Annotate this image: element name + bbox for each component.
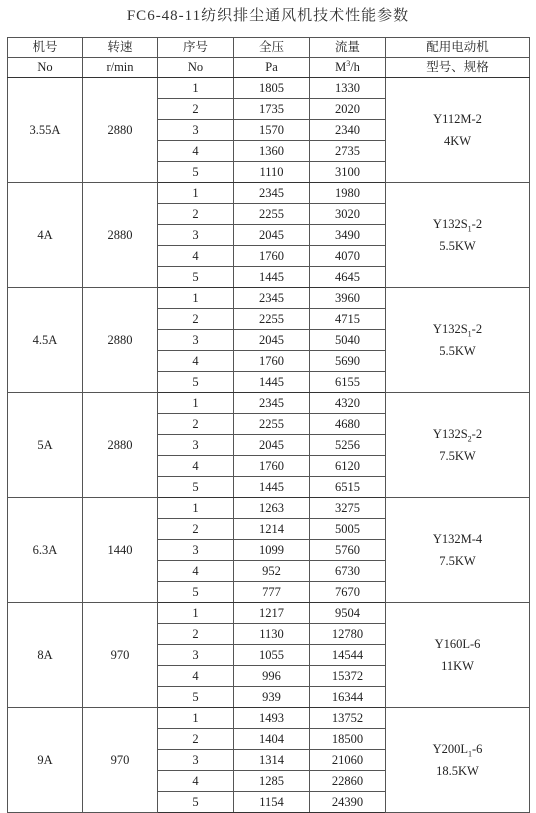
motor-power: 5.5KW (439, 344, 476, 358)
flow-cell: 1980 (310, 183, 386, 204)
flow-cell: 3275 (310, 498, 386, 519)
pressure-cell: 1760 (234, 246, 310, 267)
speed-cell: 2880 (83, 183, 158, 288)
seq-cell: 4 (158, 351, 234, 372)
pressure-cell: 1099 (234, 540, 310, 561)
seq-cell: 2 (158, 414, 234, 435)
motor-model: $Y132S_1-2$ (432, 322, 483, 339)
motor-cell (386, 498, 530, 603)
flow-cell: 5760 (310, 540, 386, 561)
seq-cell: 5 (158, 582, 234, 603)
pressure-cell: 2255 (234, 309, 310, 330)
flow-cell: 2735 (310, 141, 386, 162)
motor-model: $Y132S_2-2$ (432, 427, 483, 444)
model-cell: 4A (8, 183, 83, 288)
flow-cell: 6515 (310, 477, 386, 498)
seq-cell: 3 (158, 120, 234, 141)
seq-cell: 2 (158, 99, 234, 120)
flow-cell: 4645 (310, 267, 386, 288)
seq-cell: 1 (158, 603, 234, 624)
flow-cell: 7670 (310, 582, 386, 603)
table-row (8, 183, 530, 204)
flow-cell: 5005 (310, 519, 386, 540)
table-row (8, 603, 530, 624)
flow-cell: 4680 (310, 414, 386, 435)
flow-cell: 4715 (310, 309, 386, 330)
speed-cell: 2880 (83, 78, 158, 183)
pressure-cell: 2345 (234, 393, 310, 414)
motor-model: Y132M-4 (432, 532, 483, 546)
pressure-cell: 1760 (234, 351, 310, 372)
flow-cell: 14544 (310, 645, 386, 666)
table-row (8, 393, 530, 414)
seq-cell: 2 (158, 204, 234, 225)
motor-model: Y112M-2 (433, 112, 482, 126)
pressure-cell: 2045 (234, 225, 310, 246)
flow-cell: 2340 (310, 120, 386, 141)
pressure-cell: 1055 (234, 645, 310, 666)
pressure-cell: 996 (234, 666, 310, 687)
seq-cell: 1 (158, 498, 234, 519)
seq-cell: 2 (158, 729, 234, 750)
header-pressure-unit: Pa (234, 58, 310, 78)
seq-cell: 3 (158, 225, 234, 246)
flow-cell: 13752 (310, 708, 386, 729)
pressure-cell: 1314 (234, 750, 310, 771)
motor-power: 18.5KW (436, 764, 479, 778)
pressure-cell: 2045 (234, 330, 310, 351)
flow-cell: 4070 (310, 246, 386, 267)
header-model: 机号 (8, 38, 83, 58)
flow-cell: 22860 (310, 771, 386, 792)
seq-cell: 5 (158, 372, 234, 393)
motor-cell (386, 78, 530, 183)
flow-cell: 5690 (310, 351, 386, 372)
motor-cell (386, 603, 530, 708)
header-model-unit: No (8, 58, 83, 78)
seq-cell: 5 (158, 267, 234, 288)
seq-cell: 5 (158, 792, 234, 813)
flow-cell: 3960 (310, 288, 386, 309)
model-cell: 8A (8, 603, 83, 708)
seq-cell: 4 (158, 141, 234, 162)
flow-cell: 16344 (310, 687, 386, 708)
model-cell: 4.5A (8, 288, 83, 393)
pressure-cell: 1445 (234, 267, 310, 288)
header-seq-unit: No (158, 58, 234, 78)
seq-cell: 4 (158, 666, 234, 687)
flow-cell: 5040 (310, 330, 386, 351)
flow-cell: 3490 (310, 225, 386, 246)
pressure-cell: 1493 (234, 708, 310, 729)
motor-power: 7.5KW (439, 449, 476, 463)
motor-power: 7.5KW (439, 554, 476, 568)
seq-cell: 3 (158, 540, 234, 561)
flow-cell: 5256 (310, 435, 386, 456)
flow-cell: 3100 (310, 162, 386, 183)
pressure-cell: 1760 (234, 456, 310, 477)
seq-cell: 1 (158, 393, 234, 414)
pressure-cell: 2255 (234, 414, 310, 435)
header-flow-unit: $M^3/h$ (310, 58, 386, 78)
flow-cell: 24390 (310, 792, 386, 813)
seq-cell: 4 (158, 771, 234, 792)
seq-cell: 4 (158, 246, 234, 267)
seq-cell: 3 (158, 750, 234, 771)
table-body (8, 78, 530, 813)
speed-cell: 2880 (83, 393, 158, 498)
seq-cell: 3 (158, 330, 234, 351)
motor-cell (386, 183, 530, 288)
seq-cell: 3 (158, 645, 234, 666)
motor-model: Y160L-6 (434, 637, 481, 651)
pressure-cell: 1735 (234, 99, 310, 120)
pressure-cell: 1263 (234, 498, 310, 519)
pressure-cell: 1360 (234, 141, 310, 162)
speed-cell: 1440 (83, 498, 158, 603)
flow-cell: 4320 (310, 393, 386, 414)
flow-cell: 21060 (310, 750, 386, 771)
table-row (8, 498, 530, 519)
seq-cell: 1 (158, 78, 234, 99)
speed-cell: 2880 (83, 288, 158, 393)
header-seq: 序号 (158, 38, 234, 58)
pressure-cell: 777 (234, 582, 310, 603)
seq-cell: 4 (158, 456, 234, 477)
pressure-cell: 1570 (234, 120, 310, 141)
header-flow: 流量 (310, 38, 386, 58)
seq-cell: 1 (158, 183, 234, 204)
fan-spec-table (7, 37, 530, 813)
page-title: FC6-48-11纺织排尘通风机技术性能参数 (126, 8, 410, 24)
flow-cell: 6155 (310, 372, 386, 393)
seq-cell: 5 (158, 687, 234, 708)
seq-cell: 5 (158, 162, 234, 183)
flow-cell: 18500 (310, 729, 386, 750)
table-row (8, 288, 530, 309)
pressure-cell: 1110 (234, 162, 310, 183)
flow-cell: 6120 (310, 456, 386, 477)
seq-cell: 2 (158, 624, 234, 645)
model-cell: 6.3A (8, 498, 83, 603)
motor-model: $Y132S_1-2$ (432, 217, 483, 234)
table-row (8, 708, 530, 729)
pressure-cell: 2345 (234, 288, 310, 309)
flow-cell: 12780 (310, 624, 386, 645)
flow-cell: 2020 (310, 99, 386, 120)
header-speed-unit: r/min (83, 58, 158, 78)
header-motor: 配用电动机 (386, 38, 530, 58)
motor-power: 11KW (441, 659, 474, 673)
seq-cell: 5 (158, 477, 234, 498)
speed-cell: 970 (83, 708, 158, 813)
pressure-cell: 1805 (234, 78, 310, 99)
motor-cell (386, 708, 530, 813)
pressure-cell: 1404 (234, 729, 310, 750)
seq-cell: 2 (158, 519, 234, 540)
pressure-cell: 2045 (234, 435, 310, 456)
pressure-cell: 1445 (234, 372, 310, 393)
pressure-cell: 1285 (234, 771, 310, 792)
seq-cell: 3 (158, 435, 234, 456)
seq-cell: 2 (158, 309, 234, 330)
header-pressure: 全压 (234, 38, 310, 58)
header-speed: 转速 (83, 38, 158, 58)
motor-power: 4KW (443, 134, 472, 148)
header-row-2 (8, 58, 530, 78)
table-row (8, 78, 530, 99)
pressure-cell: 1214 (234, 519, 310, 540)
model-cell: 9A (8, 708, 83, 813)
motor-power: 5.5KW (439, 239, 476, 253)
model-cell: 3.55A (8, 78, 83, 183)
speed-cell: 970 (83, 603, 158, 708)
pressure-cell: 952 (234, 561, 310, 582)
motor-cell (386, 288, 530, 393)
pressure-cell: 1445 (234, 477, 310, 498)
seq-cell: 1 (158, 708, 234, 729)
model-cell: 5A (8, 393, 83, 498)
pressure-cell: 2255 (234, 204, 310, 225)
flow-cell: 1330 (310, 78, 386, 99)
pressure-cell: 1217 (234, 603, 310, 624)
motor-model: $Y200L_1-6$ (432, 742, 483, 759)
flow-cell: 15372 (310, 666, 386, 687)
motor-cell (386, 393, 530, 498)
pressure-cell: 1154 (234, 792, 310, 813)
pressure-cell: 1130 (234, 624, 310, 645)
header-row-1 (8, 38, 530, 58)
seq-cell: 4 (158, 561, 234, 582)
seq-cell: 1 (158, 288, 234, 309)
flow-cell: 6730 (310, 561, 386, 582)
pressure-cell: 939 (234, 687, 310, 708)
flow-cell: 3020 (310, 204, 386, 225)
flow-cell: 9504 (310, 603, 386, 624)
pressure-cell: 2345 (234, 183, 310, 204)
header-motor-unit: 型号、规格 (386, 58, 530, 78)
